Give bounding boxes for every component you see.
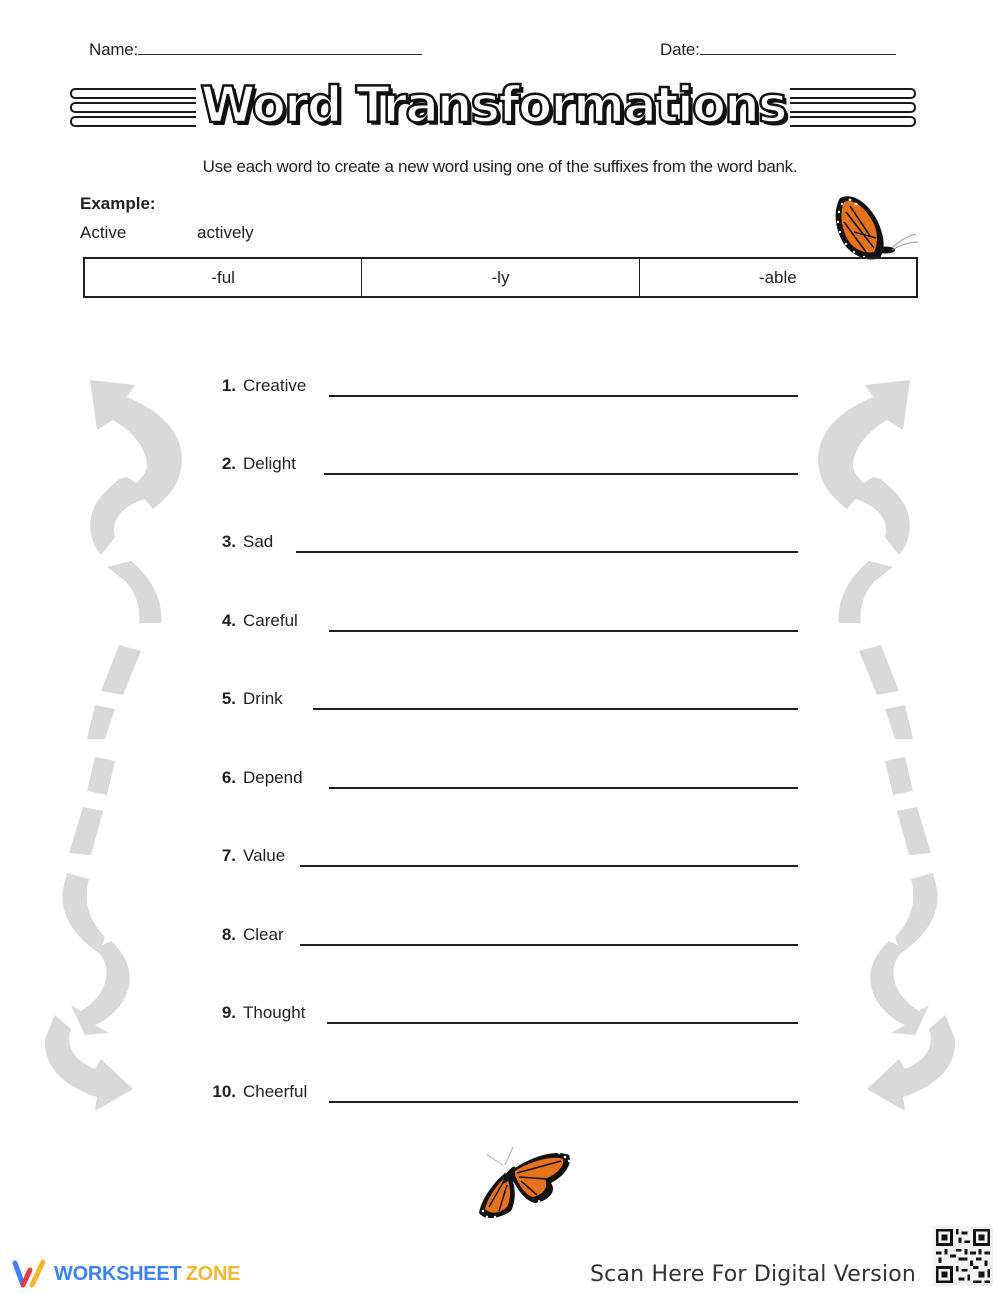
answer-line[interactable]	[300, 865, 798, 867]
question-word: Careful	[243, 611, 298, 630]
question-number: 8.	[221, 925, 236, 944]
question-word: Value	[243, 846, 286, 865]
monarch-butterfly-icon	[830, 192, 920, 264]
curved-arrow-icon	[805, 375, 965, 1115]
question-number: 1.	[221, 376, 236, 395]
brand-name-part2: ZONE	[185, 1262, 241, 1285]
question-word: Delight	[243, 454, 296, 473]
answer-line[interactable]	[327, 1022, 798, 1024]
question-number: 5.	[221, 689, 236, 708]
question-word: Clear	[243, 925, 284, 944]
question-number: 4.	[221, 611, 236, 630]
qr-code-icon[interactable]	[933, 1226, 993, 1286]
date-field[interactable]	[660, 40, 896, 60]
word-bank-suffix: -ful	[85, 259, 362, 296]
word-bank-suffix: -able	[758, 267, 797, 287]
name-line[interactable]	[138, 40, 422, 55]
answer-line[interactable]	[329, 630, 798, 632]
question-word: Sad	[243, 532, 274, 551]
name-field[interactable]	[89, 40, 422, 60]
example-word: Active	[80, 223, 127, 242]
example-label: Example:	[80, 194, 156, 213]
answer-line[interactable]	[329, 787, 798, 789]
instructions: Use each word to create a new word using one of the suffixes from the word bank.	[202, 157, 798, 176]
answer-line[interactable]	[329, 1101, 798, 1103]
question-number: 10.	[212, 1082, 236, 1101]
answer-line[interactable]	[313, 708, 798, 710]
brand-name-part1: WORKSHEET	[54, 1262, 182, 1285]
word-bank-suffix: -ly	[362, 259, 639, 296]
worksheet-zone-logo[interactable]	[10, 1258, 240, 1290]
name-label: Name:	[89, 40, 139, 59]
question-word: Depend	[243, 768, 303, 787]
word-bank	[83, 257, 918, 298]
answer-line[interactable]	[300, 944, 798, 946]
question-word: Thought	[243, 1003, 306, 1022]
question-number: 3.	[221, 532, 236, 551]
question-number: 6.	[221, 768, 236, 787]
question-word: Drink	[243, 689, 283, 708]
date-label: Date:	[660, 40, 700, 59]
monarch-butterfly-icon	[475, 1145, 575, 1225]
date-line[interactable]	[700, 40, 896, 55]
answer-line[interactable]	[296, 551, 798, 553]
question-word: Creative	[243, 376, 307, 395]
title-banner	[70, 76, 916, 134]
curved-arrow-icon	[35, 375, 195, 1115]
answer-line[interactable]	[324, 473, 798, 475]
example-answer: actively	[197, 223, 254, 242]
worksheet-zone-logo-icon	[10, 1258, 48, 1290]
scan-text: Scan Here For Digital Version	[590, 1262, 917, 1287]
question-number: 2.	[221, 454, 236, 473]
question-number: 9.	[221, 1003, 236, 1022]
page-title: Word Transformations	[196, 74, 789, 136]
question-number: 7.	[221, 846, 236, 865]
answer-line[interactable]	[329, 395, 798, 397]
question-word: Cheerful	[243, 1082, 308, 1101]
